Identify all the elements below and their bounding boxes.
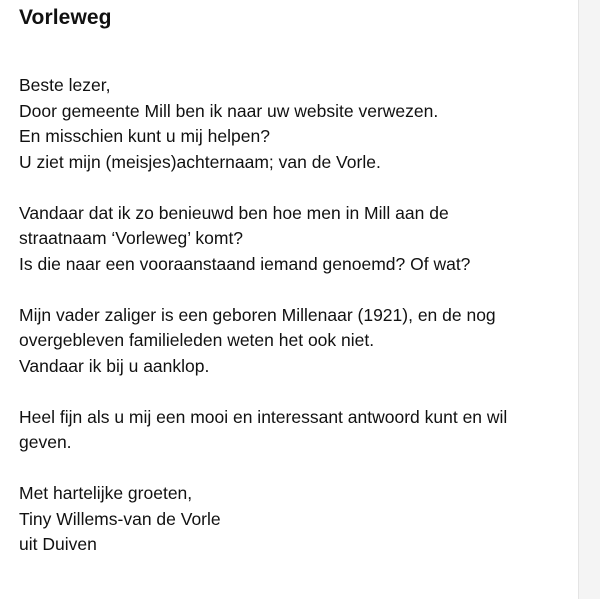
- page-edge: [578, 0, 600, 599]
- text-line: Door gemeente Mill ben ik naar uw website verwezen.: [19, 100, 439, 121]
- text-line: geven.: [19, 432, 72, 452]
- text-line: uit Duiven: [19, 534, 97, 554]
- text-line: Is die naar een vooraanstaand iemand genoemd? Of wat?: [19, 253, 471, 274]
- text-line: Mijn vader zaliger is een geboren Millenaar (1921), en de nog: [19, 304, 496, 325]
- text-line: Vandaar ik bij u aanklop.: [19, 355, 210, 376]
- page-title: Vorleweg: [19, 6, 112, 29]
- text-line: Met hartelijke groeten,: [19, 483, 193, 503]
- text-line: U ziet mijn (meisjes)achternaam; van de Vorle.: [19, 151, 381, 172]
- paragraph-signature: [19, 481, 569, 558]
- text-line: Heel fijn als u mij een mooi en interessant antwoord kunt en wil: [19, 406, 508, 427]
- text-line: En misschien kunt u mij helpen?: [19, 126, 270, 146]
- text-line: Tiny Willems-van de Vorle: [19, 508, 221, 529]
- text-line: Beste lezer,: [19, 75, 111, 95]
- paragraph-family: [19, 303, 569, 380]
- text-line: straatnaam ‘Vorleweg’ komt?: [19, 228, 244, 248]
- message-body: [19, 73, 569, 558]
- text-line: Vandaar dat ik zo benieuwd ben hoe men in Mill aan de: [19, 202, 449, 223]
- paragraph-greeting: [19, 73, 569, 175]
- paragraph-question: [19, 201, 569, 278]
- text-line: overgebleven familieleden weten het ook niet.: [19, 330, 375, 350]
- paragraph-request: [19, 405, 569, 456]
